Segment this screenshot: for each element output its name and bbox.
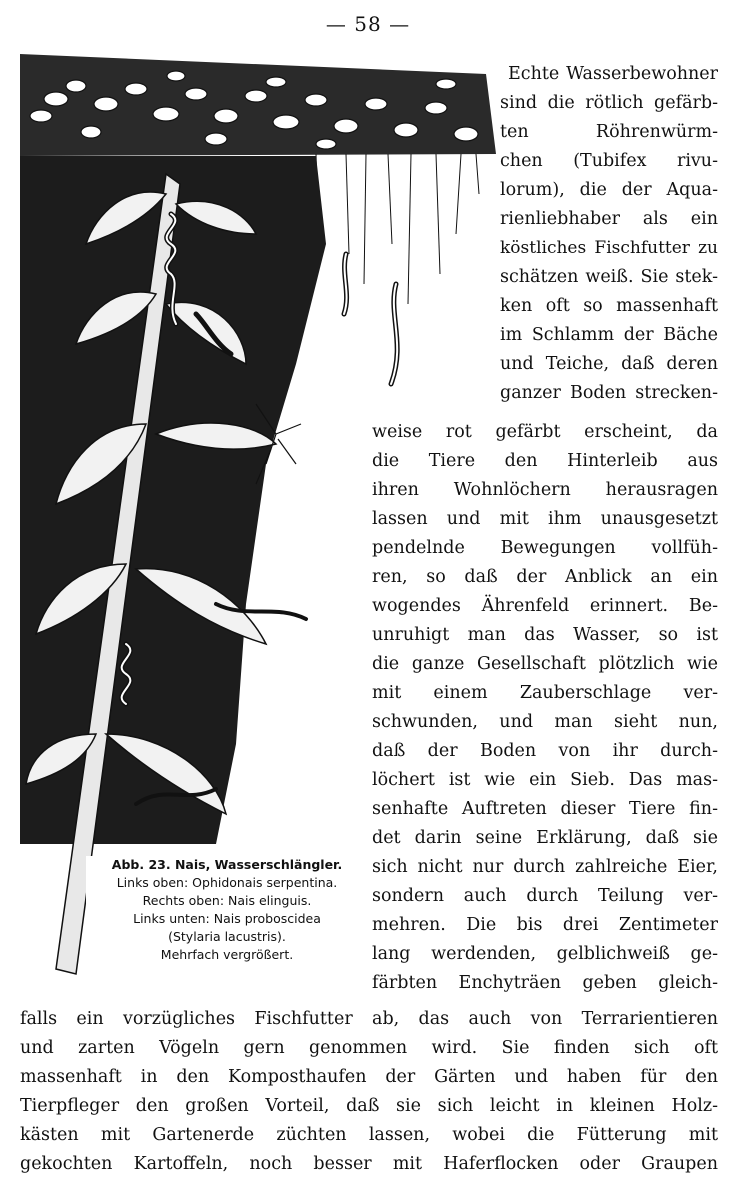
page-number: — 58 — bbox=[325, 12, 411, 36]
body-line: ren, so daß der Anblick an ein bbox=[372, 567, 718, 587]
body-line: ganzer Boden strecken- bbox=[500, 383, 718, 403]
body-line: köstliches Fischfutter zu bbox=[500, 238, 718, 258]
body-line: die ganze Gesellschaft plötzlich wie bbox=[372, 654, 718, 674]
body-line: sind die rötlich gefärb- bbox=[500, 93, 718, 113]
body-line: unruhigt man das Wasser, so ist bbox=[372, 625, 718, 645]
body-line: weise rot gefärbt erscheint, da bbox=[372, 422, 718, 442]
body-line: und Teiche, daß deren bbox=[500, 354, 718, 374]
body-line: lang werdenden, gelblichweiß ge- bbox=[372, 944, 718, 964]
body-line: kästen mit Gartenerde züchten lassen, wobei die Fütterung mit bbox=[20, 1125, 718, 1145]
body-line: falls ein vorzügliches Fischfutter ab, das auch von Terrarientieren bbox=[20, 1009, 718, 1029]
caption-line: Links unten: Nais proboscidea bbox=[133, 911, 321, 926]
body-line: chen (Tubifex rivu- bbox=[500, 151, 718, 171]
body-line: rienliebhaber als ein bbox=[500, 209, 718, 229]
body-line: lassen und mit ihm unausgesetzt bbox=[372, 509, 718, 529]
body-line: färbten Enchyträen geben gleich- bbox=[372, 973, 718, 993]
body-line: senhafte Auftreten dieser Tiere fin- bbox=[372, 799, 718, 819]
body-line: sondern auch durch Teilung ver- bbox=[372, 886, 718, 906]
figure-caption bbox=[86, 856, 368, 964]
body-line: ken oft so massenhaft bbox=[500, 296, 718, 316]
body-line: gekochten Kartoffeln, noch besser mit Haferflocken oder Graupen bbox=[20, 1154, 718, 1174]
body-line: ihren Wohnlöchern herausragen bbox=[372, 480, 718, 500]
body-line: pendelnde Bewegungen vollfüh- bbox=[372, 538, 718, 558]
body-line: schätzen weiß. Sie stek- bbox=[500, 267, 718, 287]
body-line: daß der Boden von ihr durch- bbox=[372, 741, 718, 761]
body-line: det darin seine Erklärung, daß sie bbox=[372, 828, 718, 848]
body-line: ten Röhrenwürm- bbox=[500, 122, 718, 142]
body-line: lorum), die der Aqua- bbox=[500, 180, 718, 200]
caption-line: Links oben: Ophidonais serpentina. bbox=[116, 875, 338, 890]
body-line: mehren. Die bis drei Zentimeter bbox=[372, 915, 718, 935]
caption-line: Abb. 23. Nais, Wasserschlängler. bbox=[111, 857, 343, 872]
body-line: Echte Wasserbewohner bbox=[508, 64, 718, 84]
caption-line: (Stylaria lacustris). bbox=[168, 929, 286, 944]
caption-line: Mehrfach vergrößert. bbox=[160, 947, 294, 962]
body-line: mit einem Zauberschlage ver- bbox=[372, 683, 718, 703]
body-line: und zarten Vögeln gern genommen wird. Sie finden sich oft bbox=[20, 1038, 718, 1058]
body-line: schwunden, und man sieht nun, bbox=[372, 712, 718, 732]
body-line: im Schlamm der Bäche bbox=[500, 325, 718, 345]
body-line: Tierpfleger den großen Vorteil, daß sie sich leicht in kleinen Holz- bbox=[20, 1096, 718, 1116]
body-line: massenhaft in den Komposthaufen der Gärten und haben für den bbox=[20, 1067, 718, 1087]
body-line: die Tiere den Hinterleib aus bbox=[372, 451, 718, 471]
caption-line: Rechts oben: Nais elinguis. bbox=[142, 893, 312, 908]
body-line: löchert ist wie ein Sieb. Das mas- bbox=[372, 770, 718, 790]
body-line: sich nicht nur durch zahlreiche Eier, bbox=[372, 857, 718, 877]
body-line: wogendes Ährenfeld erinnert. Be- bbox=[372, 596, 718, 616]
